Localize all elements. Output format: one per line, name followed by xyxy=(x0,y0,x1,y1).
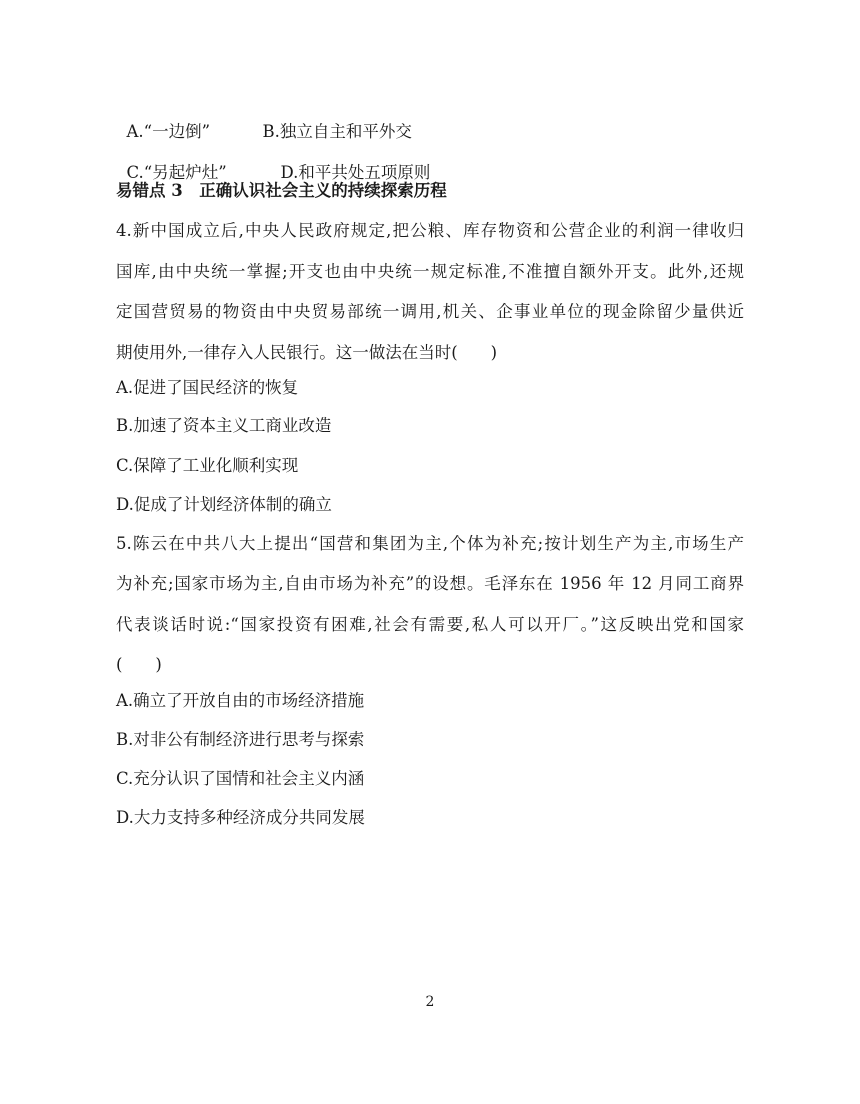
q5-line-1: 5.陈云在中共八大上提出“国营和集团为主,个体为补充;按计划生产为主,市场生产 xyxy=(116,534,744,553)
page-number: 2 xyxy=(425,994,435,1010)
q4-option-a: A.促进了国民经济的恢复 xyxy=(116,378,299,397)
option-b: B.独立自主和平外交 xyxy=(262,122,412,141)
q5-option-a: A.确立了开放自由的市场经济措施 xyxy=(116,691,365,710)
q5-option-c: C.充分认识了国情和社会主义内涵 xyxy=(116,769,365,788)
q4-line-4: 期使用外,一律存入人民银行。这一做法在当时( ) xyxy=(116,343,498,362)
section-heading: 易错点 3 正确认识社会主义的持续探索历程 xyxy=(116,181,447,200)
option-c: C.“另起炉灶” xyxy=(126,163,227,182)
q4-option-b: B.加速了资本主义工商业改造 xyxy=(116,416,332,435)
q5-line-4: ( ) xyxy=(116,655,162,674)
q4-line-1: 4.新中国成立后,中央人民政府规定,把公粮、库存物资和公营企业的利润一律收归 xyxy=(116,221,744,240)
prev-options-row-1 xyxy=(116,99,412,143)
option-a: A.“一边倒” xyxy=(126,122,211,141)
q5-option-b: B.对非公有制经济进行思考与探索 xyxy=(116,730,365,749)
q5-line-2: 为补充;国家市场为主,自由市场为补充”的设想。毛泽东在 1956 年 12 月同工商界 xyxy=(116,574,744,593)
prev-options-row-2 xyxy=(116,140,430,184)
q5-line-3: 代表谈话时说:“国家投资有困难,社会有需要,私人可以开厂。”这反映出党和国家 xyxy=(116,615,744,634)
q5-option-d: D.大力支持多种经济成分共同发展 xyxy=(116,808,365,827)
q4-line-3: 定国营贸易的物资由中央贸易部统一调用,机关、企事业单位的现金除留少量供近 xyxy=(116,302,744,321)
q4-line-2: 国库,由中央统一掌握;开支也由中央统一规定标准,不准擅自额外开支。此外,还规 xyxy=(116,262,744,281)
option-d: D.和平共处五项原则 xyxy=(280,163,431,182)
q4-option-c: C.保障了工业化顺利实现 xyxy=(116,456,299,475)
q4-option-d: D.促成了计划经济体制的确立 xyxy=(116,495,332,514)
